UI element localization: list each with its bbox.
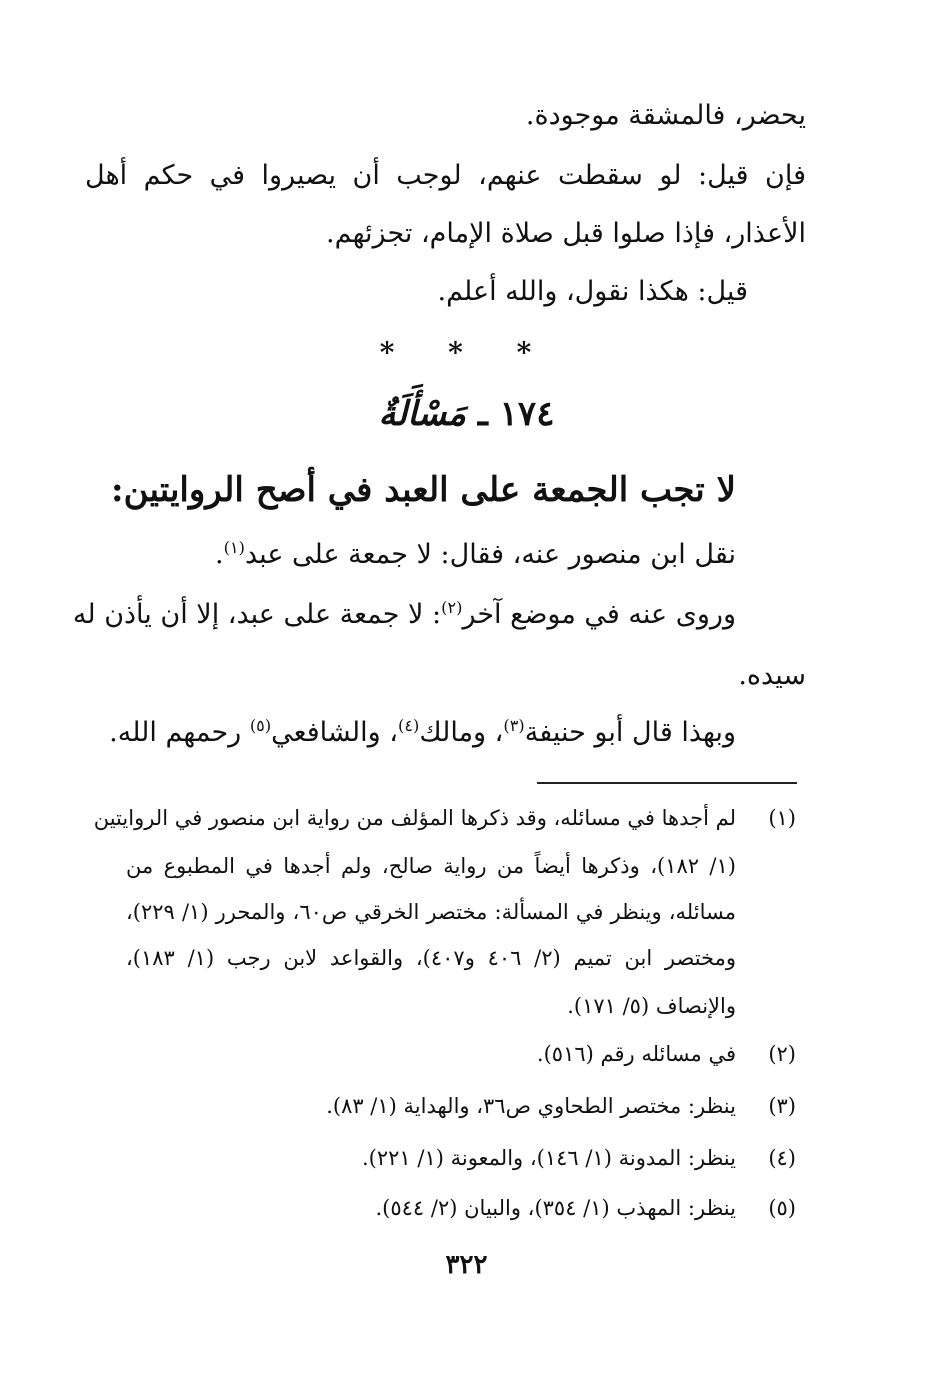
issue-dash: ـ	[477, 394, 488, 434]
paragraph-1-end: .	[215, 539, 224, 570]
body-line-4: قيل: هكذا نقول، والله أعلم.	[437, 276, 748, 307]
paragraph-3-d: رحمهم الله.	[109, 717, 250, 748]
paragraph-2	[73, 598, 736, 630]
issue-word: مَسْأَلَةٌ	[378, 394, 467, 434]
section-separator: * * *	[379, 336, 554, 369]
footnote-1-line-3: مسائله، وينظر في المسألة: مختصر الخرقي ص٦٠، والمحرر (١/ ٢٢٩)،	[126, 900, 736, 924]
footnote-4-number: (٤)	[768, 1146, 796, 1170]
footnote-5-text: ينظر: المهذب (١/ ٣٥٤)، والبيان (٢/ ٥٤٤).	[375, 1196, 736, 1220]
footnote-1-line-2: (١/ ١٨٢)، وذكرها أيضاً من رواية صالح، ولم أجدها في المطبوع من	[126, 854, 736, 878]
footnote-ref-1: (١)	[223, 538, 245, 557]
footnote-2-number: (٢)	[768, 1042, 796, 1066]
footnote-3-number: (٣)	[768, 1094, 796, 1118]
footnote-1-line-1: لم أجدها في مسائله، وقد ذكرها المؤلف من رواية ابن منصور في الروايتين	[93, 806, 736, 830]
footnote-3-text: ينظر: مختصر الطحاوي ص٣٦، والهداية (١/ ٨٣).	[326, 1094, 736, 1118]
footnote-1-number: (١)	[768, 806, 796, 830]
footnote-ref-3: (٣)	[503, 716, 525, 735]
page-number: ٣٢٢	[445, 1250, 488, 1280]
body-line-1: يحضر، فالمشقة موجودة.	[525, 100, 806, 131]
paragraph-3-a: وبهذا قال أبو حنيفة	[524, 717, 736, 748]
paragraph-3-c: ، والشافعي	[271, 717, 398, 748]
footnote-1-line-4: ومختصر ابن تميم (٢/ ٤٠٦ و٤٠٧)، والقواعد لابن رجب (١/ ١٨٣)،	[126, 946, 736, 970]
footnote-2-text: في مسائله رقم (٥١٦).	[536, 1042, 736, 1066]
paragraph-2-start: وروى عنه في موضع آخر	[462, 599, 736, 630]
paragraph-2-line-2: سيده.	[738, 660, 806, 691]
footnote-ref-2: (٢)	[441, 598, 463, 617]
paragraph-3-b: ، ومالك	[419, 717, 504, 748]
footnote-4-text: ينظر: المدونة (١/ ١٤٦)، والمعونة (١/ ٢٢١).	[361, 1146, 736, 1170]
paragraph-2-rest: : لا جمعة على عبد، إلا أن يأذن له	[72, 599, 442, 630]
paragraph-1	[215, 538, 736, 570]
body-line-3: الأعذار، فإذا صلوا قبل صلاة الإمام، تجزئهم.	[326, 218, 806, 249]
body-line-2: فإن قيل: لو سقطت عنهم، لوجب أن يصيروا في حكم أهل	[85, 160, 806, 191]
footnote-ref-4: (٤)	[398, 716, 420, 735]
footnote-1-line-5: والإنصاف (٥/ ١٧١).	[567, 994, 736, 1018]
issue-number: ١٧٤	[499, 394, 555, 434]
footnote-ref-5: (٥)	[249, 716, 272, 735]
paragraph-1-text: نقل ابن منصور عنه، فقال: لا جمعة على عبد	[245, 539, 736, 570]
section-heading: لا تجب الجمعة على العبد في أصح الروايتين:	[111, 470, 736, 510]
footnote-5-number: (٥)	[768, 1196, 796, 1220]
paragraph-3	[109, 716, 736, 748]
footnote-divider	[537, 782, 797, 784]
issue-heading	[0, 394, 933, 434]
